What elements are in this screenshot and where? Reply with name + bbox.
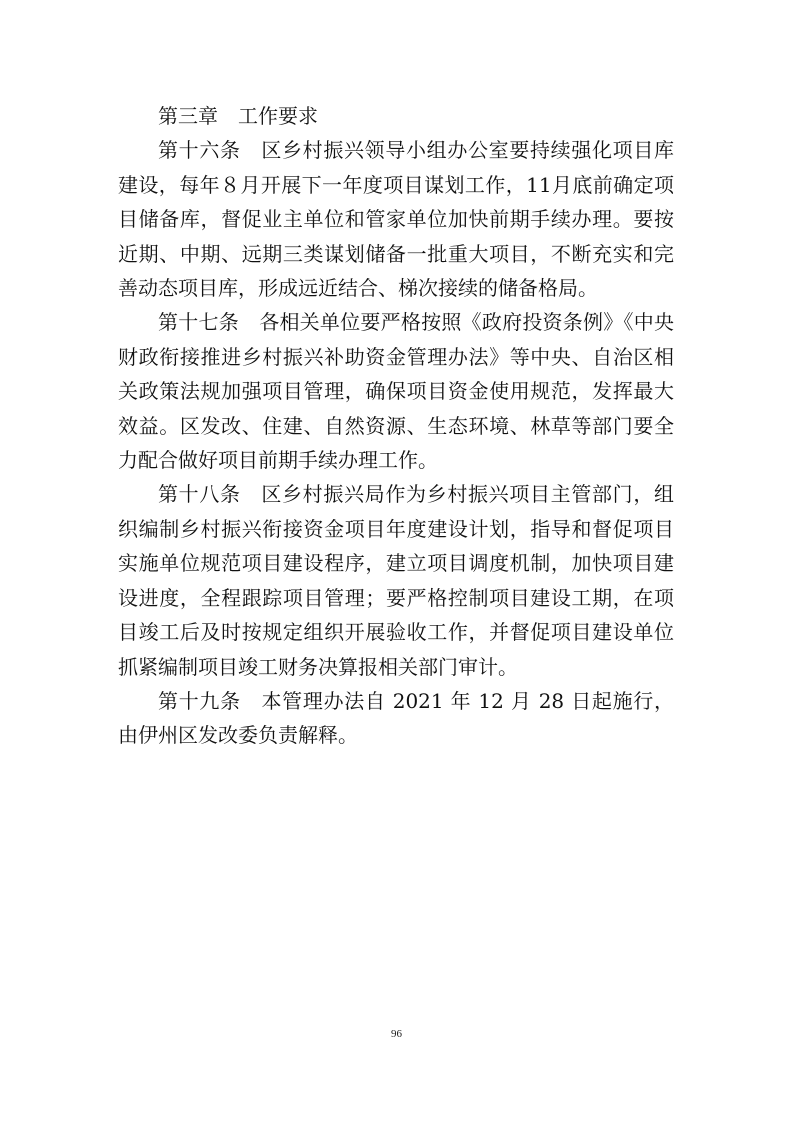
article-18: 第十八条 区乡村振兴局作为乡村振兴项目主管部门，组织编制乡村振兴衔接资金项目年度建设计划，指导和督促项目实施单位规范项目建设程序，建立项目调度机制，加快项目建设进度，全程跟踪项目管理；要严格控制项目建设工期，在项目竣工后及时按规定组织开展验收工作，并督促项目建设单位抓紧编制项目竣工财务决算报相关部门审计。 xyxy=(118,482,674,679)
article-17: 第十七条 各相关单位要严格按照《政府投资条例》《中央财政衔接推进乡村振兴补助资金管理办法》等中央、自治区相关政策法规加强项目管理，确保项目资金使用规范，发挥最大效益。区发改、住建、自然资源、生态环境、林草等部门要全力配合做好项目前期手续办理工作。 xyxy=(118,310,674,473)
article-16: 第十六条 区乡村振兴领导小组办公室要持续强化项目库建设，每年８月开展下一年度项目谋划工作，11月底前确定项目储备库，督促业主单位和管家单位加快前期手续办理。要按近期、中期、远期三类谋划储备一批重大项目，不断充实和完善动态项目库，形成远近结合、梯次接续的储备格局。 xyxy=(118,138,674,301)
article-19: 第十九条 本管理办法自 2021 年 12 月 28 日起施行，由伊州区发改委负责解释。 xyxy=(118,688,674,748)
chapter-heading: 第三章 工作要求 xyxy=(158,104,318,128)
document-body xyxy=(118,99,674,753)
page-number: 96 xyxy=(391,1028,402,1040)
